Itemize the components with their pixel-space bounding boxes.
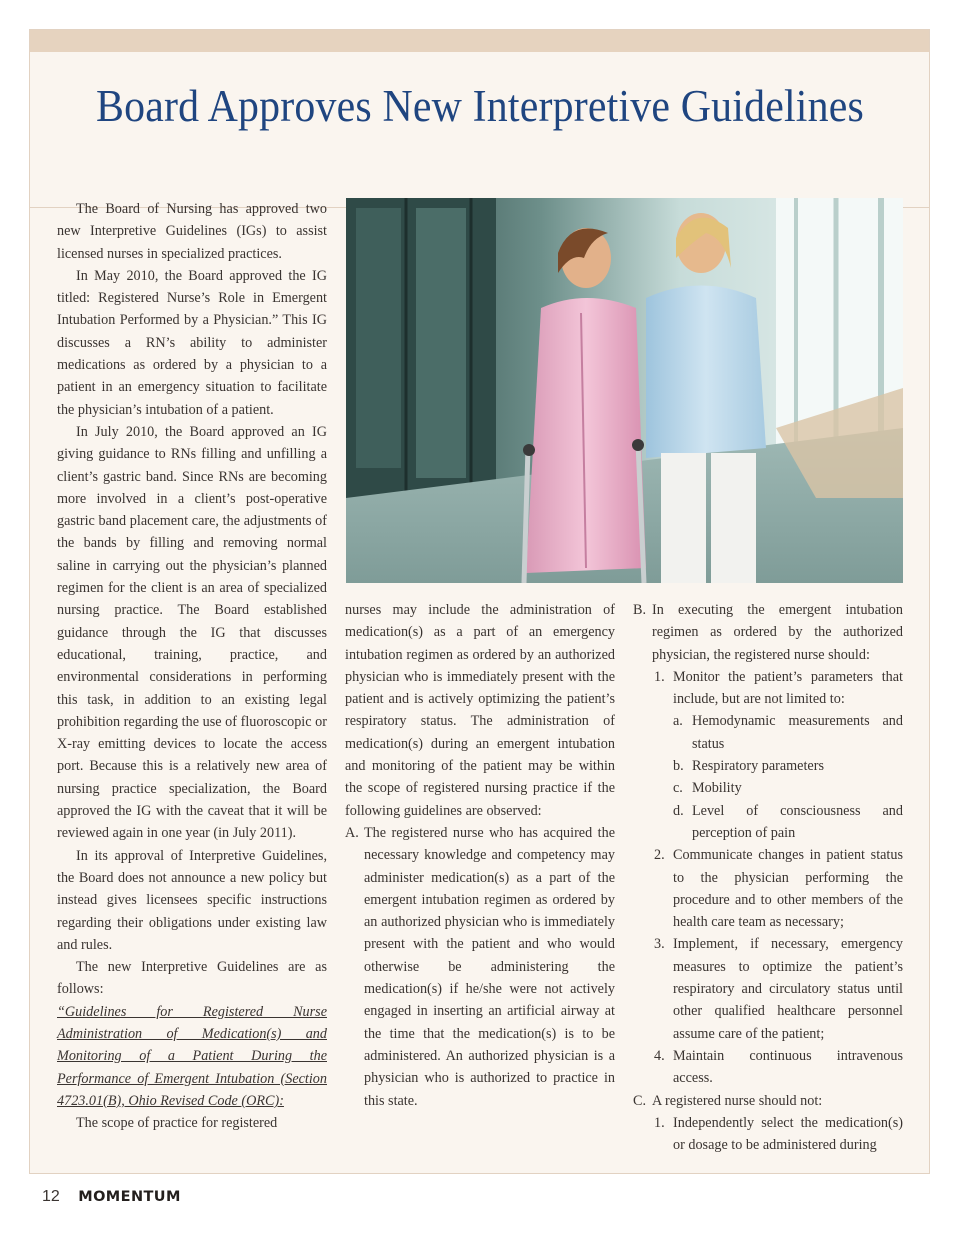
paragraph: In its approval of Interpretive Guidelines, the Board does not announce a new policy but instead gives licensees specific instructions regarding their obligations under existing law and rules. [57,847,327,953]
list-item [633,844,903,933]
list-item [633,1045,903,1090]
list-item [633,933,903,1044]
list-item [633,599,903,666]
list-text: A registered nurse should not: [652,1092,823,1109]
list-marker: 1. [654,668,665,685]
list-marker: 4. [654,1047,665,1064]
list-text: In executing the emergent intubation regimen as ordered by the authorized physician, the registered nurse should: [652,602,903,663]
list-text: Independently select the medication(s) or dosage to be administered during [673,1114,903,1154]
paragraph: In July 2010, the Board approved an IG giving guidance to RNs filling and unfilling a client’s gastric band. Since RNs are becoming more involved in a client’s post-operative gastric band placement care, the adjustments of the bands by filling and removing normal saline in carrying out the physician’s planned regimen for the client is an area of specialized nursing practice. The Board established guidance through the IG that discusses educational, training, practice, and environmental considerations in performing this task, in addition to an existing legal prohibition regarding the use of fluoroscopic or X-ray emitting devices to locate the access port. Because this is a relatively new area of nursing practice specialization, the Board approved the IG with the caveat that it will be reviewed again in one year (in July 2011). [57,423,327,842]
sub-list-item [633,710,903,755]
column-3 [633,599,903,1156]
hospital-corridor-photo [346,198,903,583]
paragraph: The scope of practice for registered [76,1115,278,1132]
list-text: Monitor the patient’s parameters that include, but are not limited to: [673,668,903,708]
list-marker: c. [673,780,683,797]
list-text: Respiratory parameters [692,758,824,775]
paragraph: In May 2010, the Board approved the IG titled: Registered Nurse’s Role in Emergent Intubation Performed by a Physician.” This IG discusses a RN’s ability to administer medications as ordered by a physician to a patient in an emergency situation to facilitate the physician’s intubation of a patient. [57,267,327,418]
list-marker: B. [633,602,647,618]
page-footer [42,1186,181,1208]
list-marker: d. [673,802,684,819]
list-text: Hemodynamic measurements and status [692,713,903,752]
magazine-name: MOMENTUM [78,1189,181,1205]
article-title: Board Approves New Interpretive Guidelines [96,81,864,131]
list-text: The registered nurse who has acquired the necessary knowledge and competency may administer medication(s) as a part of the emergent intubation regimen as ordered by an authorized physician who is immediately present with the patient and who would otherwise be administering the medication(s) if he/she were not actively engaged in inserting an artificial airway at the time that the medication(s) is to be administered. An authorized physician is a physician who is authorized to practice in this state. [364,824,615,1109]
list-item [633,666,903,711]
list-marker: A. [345,824,359,841]
list-marker: b. [673,758,684,775]
list-marker: 1. [654,1114,665,1131]
list-text: Implement, if necessary, emergency measures to optimize the patient’s respiratory and circulatory status until other qualified healthcare personnel assume care of the patient; [673,936,903,1042]
list-item [345,822,615,1112]
list-text: Maintain continuous intravenous access. [673,1047,903,1087]
list-marker: 3. [654,936,665,953]
paragraph: The new Interpretive Guidelines are as follows: [57,959,327,998]
list-marker: C. [633,1092,647,1109]
list-text: Communicate changes in patient status to the physician performing the procedure and to other members of the health care team as necessary; [673,847,903,931]
column-2 [345,599,615,1112]
list-marker: 2. [654,847,665,864]
top-color-band [30,30,929,52]
list-item [633,1112,903,1157]
sub-list-item [633,755,903,777]
guideline-heading: “Guidelines for Registered Nurse Administration of Medication(s) and Monitoring of a Patient During the Performance of Emergent Intubation (Section 4723.01(B), Ohio Revised Code (ORC): [57,1003,327,1109]
sub-list-item [633,777,903,799]
photo-illustration [346,198,903,583]
list-item [633,1090,903,1112]
list-text: Mobility [692,780,742,797]
sub-list-item [633,800,903,845]
page-number: 12 [42,1188,60,1205]
list-marker: a. [673,713,683,730]
paragraph: nurses may include the administration of medication(s) as a part of an emergency intubation regimen as ordered by an authorized physician who is immediately present with the patient and is actively optimizing the patient’s respiratory status. The administration of medication(s) during an emergent intubation and monitoring of the patient may be within the scope of registered nursing practice if the following guidelines are observed: [345,602,615,819]
paragraph: The Board of Nursing has approved two new Interpretive Guidelines (IGs) to assist licensed nurses in specialized practices. [57,201,327,262]
column-1 [57,198,327,1134]
list-text: Level of consciousness and perception of pain [692,802,903,841]
